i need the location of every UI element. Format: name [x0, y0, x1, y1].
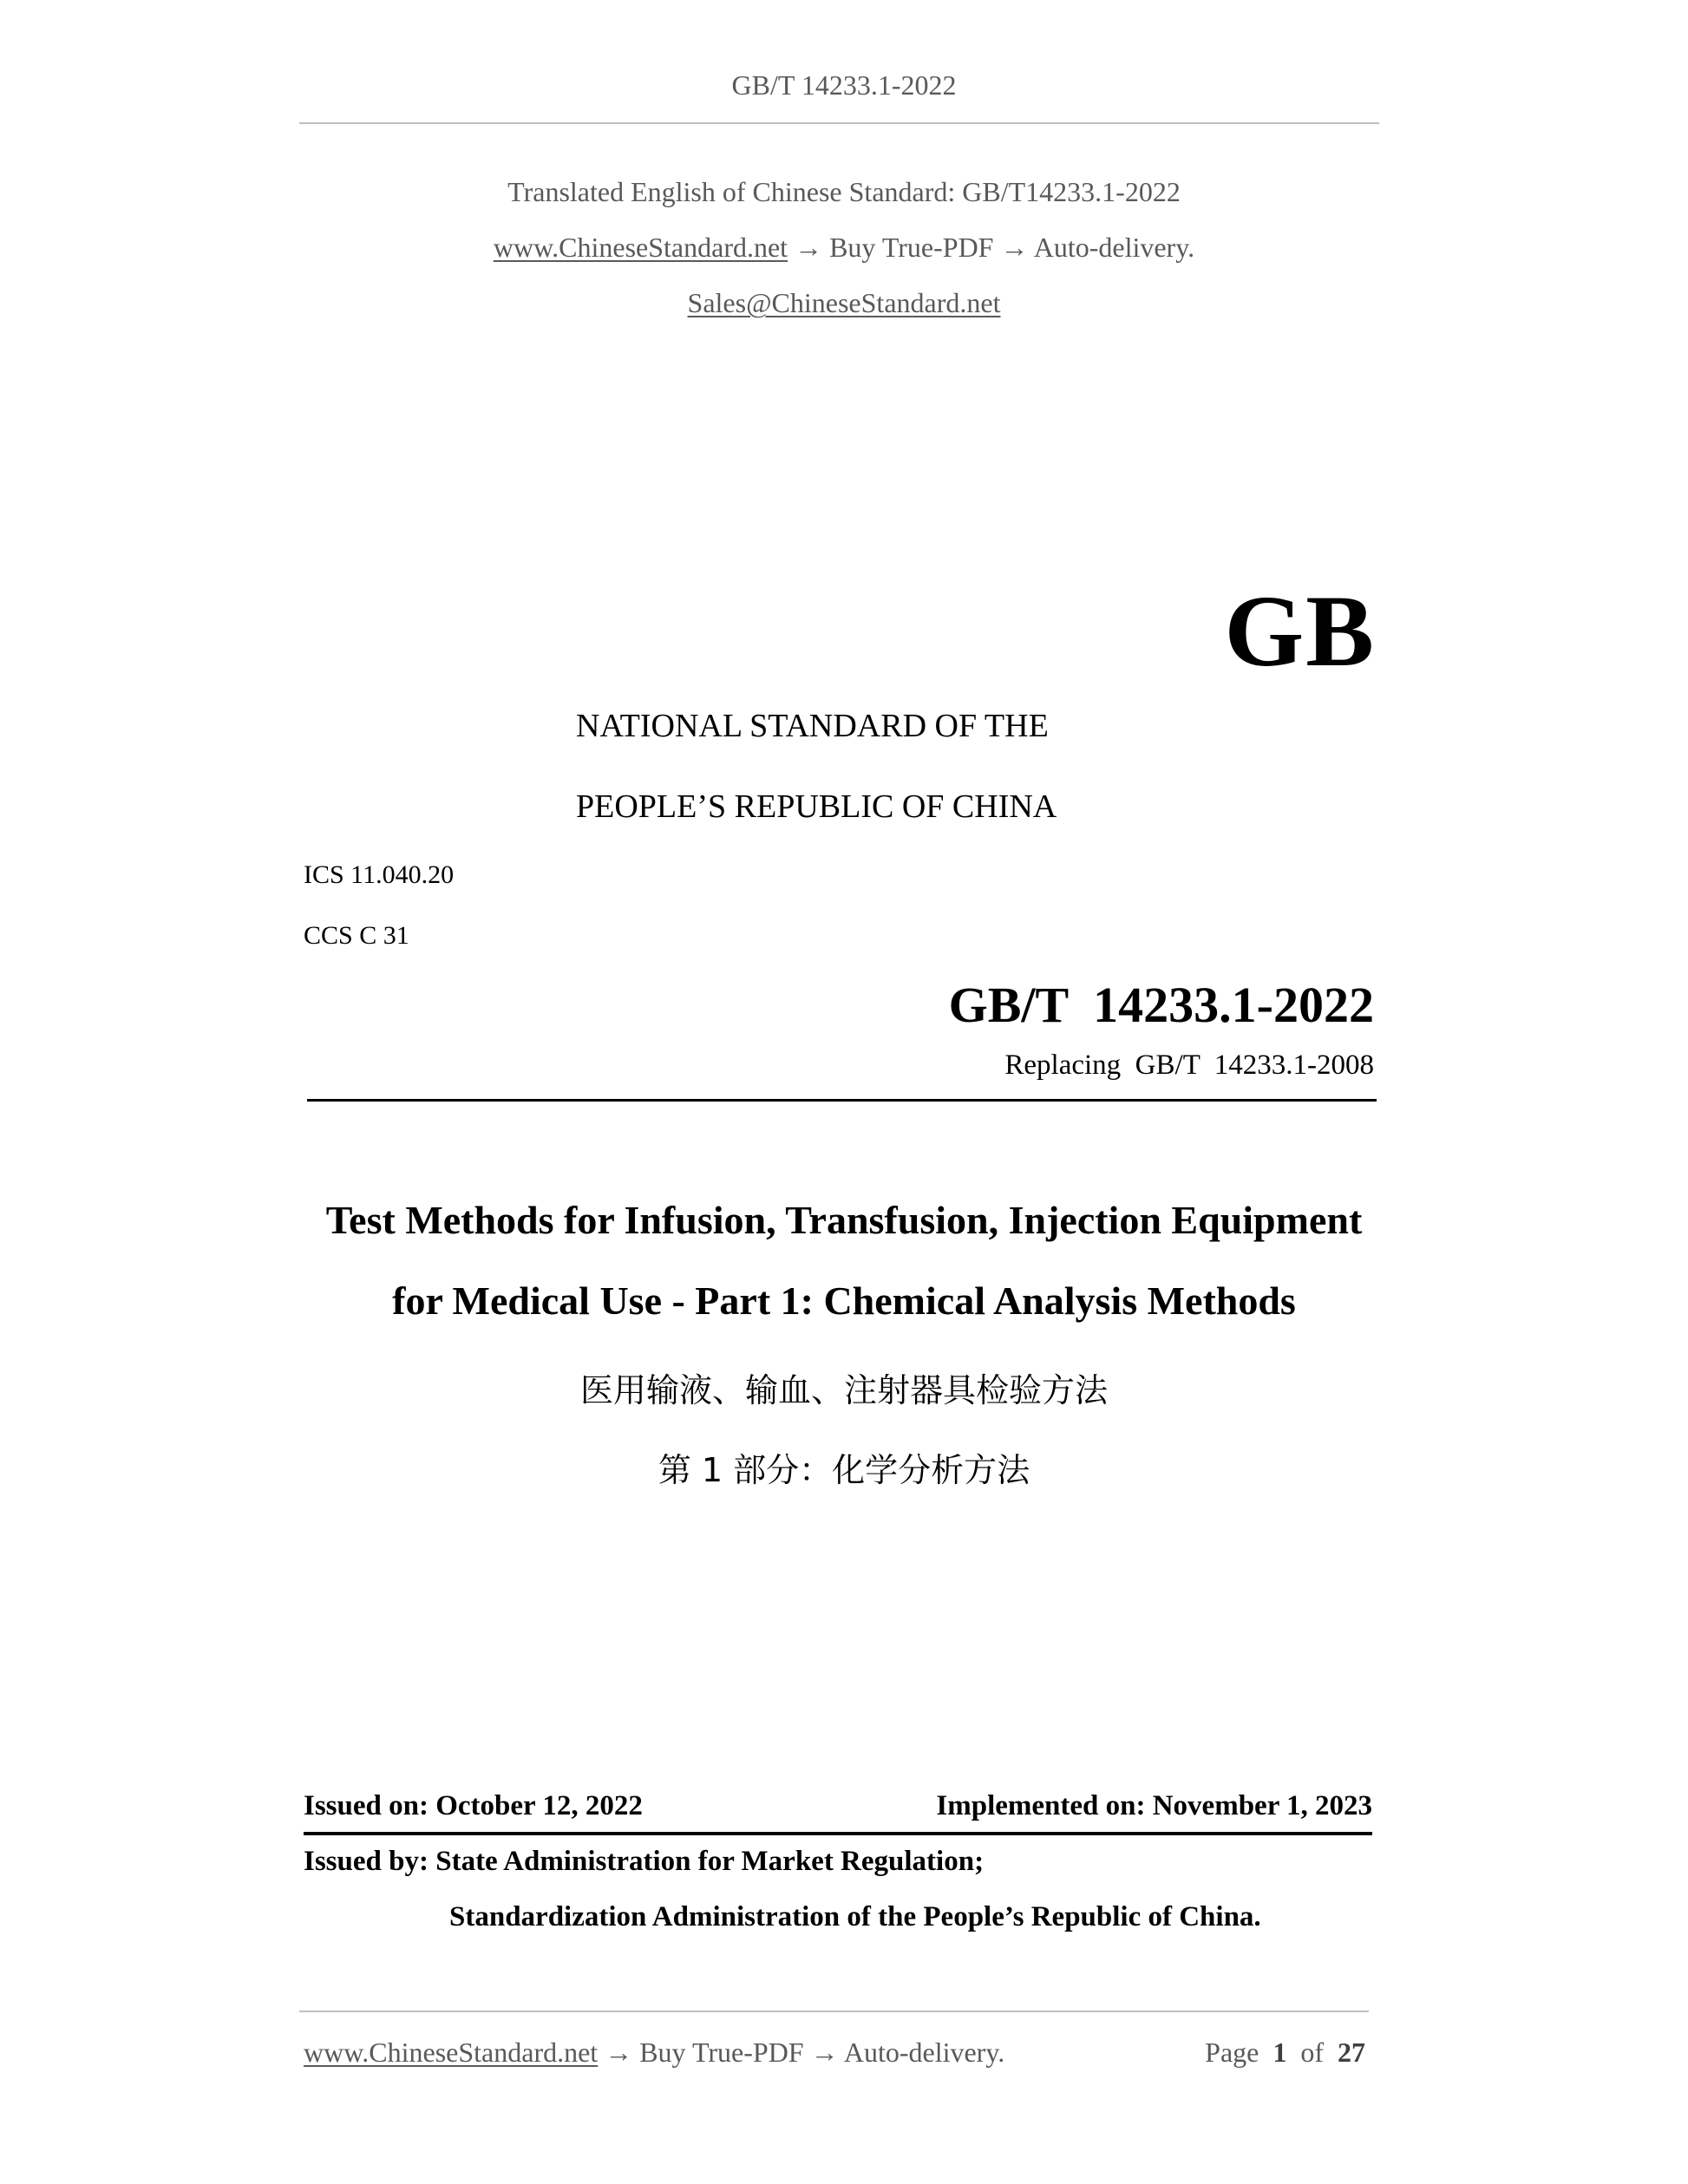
- title-english-line-1: Test Methods for Infusion, Transfusion, Injection Equipment: [325, 1198, 1363, 1242]
- issued-on-date: Issued on: October 12, 2022: [304, 1790, 643, 1821]
- of-label: of: [1300, 2037, 1324, 2068]
- promo-links: [0, 232, 1688, 264]
- title-english-line-2: for Medical Use - Part 1: Chemical Analysis Methods: [392, 1278, 1296, 1323]
- gb-logo: GB: [1224, 574, 1376, 688]
- footer-links: [304, 2037, 1004, 2069]
- promo-links-text: → Buy True-PDF → Auto-delivery.: [788, 232, 1195, 263]
- footer-links-text: → Buy True-PDF → Auto-delivery.: [598, 2037, 1005, 2068]
- page-indicator: [1205, 2037, 1365, 2069]
- page-number: 1: [1273, 2037, 1287, 2068]
- email-link[interactable]: Sales@ChineseStandard.net: [687, 287, 1001, 318]
- national-standard-line-1: NATIONAL STANDARD OF THE: [576, 708, 1049, 744]
- ccs-code: CCS C 31: [304, 921, 409, 950]
- page-label: Page: [1205, 2037, 1259, 2068]
- ics-code: ICS 11.040.20: [304, 860, 455, 889]
- page-total: 27: [1338, 2037, 1365, 2068]
- footer-site-link[interactable]: www.ChineseStandard.net: [304, 2037, 599, 2068]
- issue-divider: [304, 1832, 1372, 1835]
- issued-by: Issued by: State Administration for Market Regulation;: [304, 1846, 985, 1877]
- site-link[interactable]: www.ChineseStandard.net: [493, 232, 788, 263]
- title-chinese-line-2: 第 1 部分：化学分析方法: [658, 1451, 1030, 1489]
- title-divider: [307, 1099, 1377, 1102]
- footer-divider: [299, 2011, 1369, 2012]
- promo-email-row: [0, 287, 1688, 319]
- header-divider: [299, 122, 1379, 124]
- title-chinese-line-1: 医用输液、输血、注射器具检验方法: [579, 1371, 1108, 1409]
- promo-title: Translated English of Chinese Standard: GB/T14233.1-2022: [507, 176, 1181, 207]
- replacing-standard: Replacing GB/T 14233.1-2008: [1004, 1049, 1374, 1081]
- standard-number: GB/T 14233.1-2022: [948, 977, 1374, 1033]
- issued-by-second-authority: Standardization Administration of the People’s Republic of China.: [449, 1901, 1261, 1932]
- national-standard-line-2: PEOPLE’S REPUBLIC OF CHINA: [576, 788, 1057, 825]
- implemented-on-date: Implemented on: November 1, 2023: [936, 1790, 1372, 1821]
- running-header: GB/T 14233.1-2022: [731, 69, 957, 101]
